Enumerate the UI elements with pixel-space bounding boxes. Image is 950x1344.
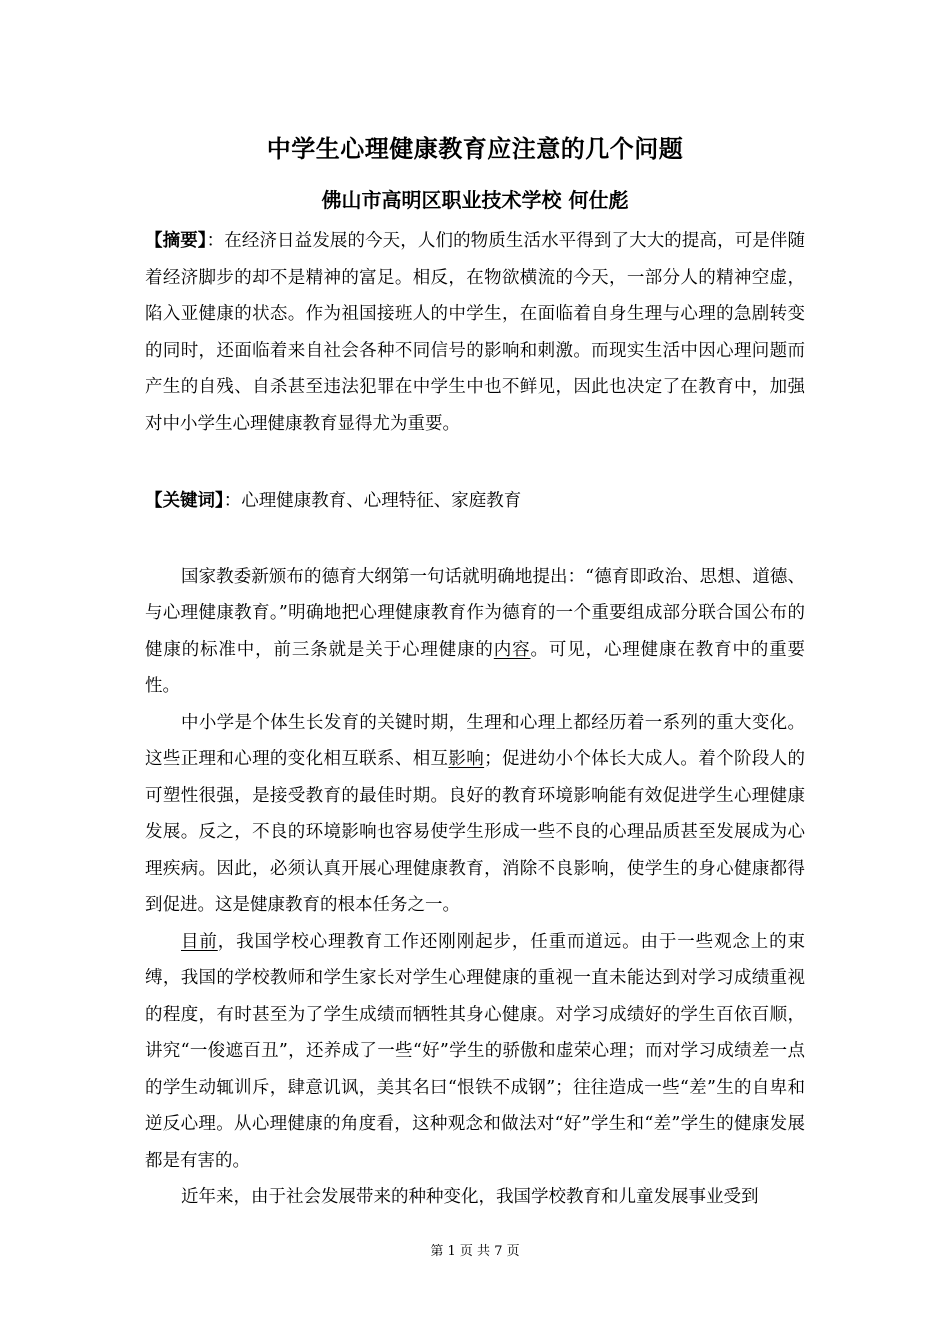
paragraph-1: [145, 559, 805, 705]
content-link[interactable]: 内容: [493, 639, 531, 660]
paragraph-2-text-b: ；促进幼小个体长大成人。着个阶段人的可塑性很强，是接受教育的最佳时期。良好的教育环境影响能有效促进学生心理健康发展。反之，不良的环境影响也容易使学生形成一些不良的心理品质甚至发展成为心理疾病。因此，必须认真开展心理健康教育，消除不良影响，使学生的身心健康都得到促进。这是健康教育的根本任务之一。: [145, 749, 806, 915]
spacer: [145, 442, 805, 483]
paragraph-2-text-a: 中小学是个体生长发育的关键时期，生理和心理上都经历着一系列的重大变化。这些正理和心理的变化相互联系、相互: [145, 712, 805, 769]
keywords-text: ：心理健康教育、心理特征、家庭教育: [223, 491, 522, 511]
paragraph-2: [145, 705, 805, 924]
influence-link[interactable]: 影响: [448, 749, 485, 769]
document-body: [145, 223, 805, 1216]
page-footer: 第 1 页 共 7 页: [430, 1244, 520, 1259]
document-title: 中学生心理健康教育应注意的几个问题: [266, 135, 684, 163]
paragraph-3: [145, 924, 805, 1180]
abstract-label: 【摘要】: [145, 231, 207, 251]
paragraph-1-text-a: 国家教委新颁布的德育大纲第一句话就明确地提出：“德育即政治、思想、道德、与心理健康教育。”明确地把心理健康教育作为德育的一个重要组成部分联合国公布的健康的标准中，前三条就是关于心理健康的: [145, 566, 805, 660]
current-link[interactable]: 目前: [181, 931, 218, 952]
paragraph-4: 近年来，由于社会发展带来的种种变化，我国学校教育和儿童发展事业受到: [181, 1187, 759, 1207]
abstract-paragraph: [145, 223, 805, 442]
author-line: 佛山市高明区职业技术学校 何仕彪: [321, 188, 629, 212]
abstract-text: ：在经济日益发展的今天，人们的物质生活水平得到了大大的提高，可是伴随着经济脚步的却不是精神的富足。相反，在物欲横流的今天，一部分人的精神空虚，陷入亚健康的状态。作为祖国接班人的中学生，在面临着自身生理与心理的急剧转变的同时，还面临着来自社会各种不同信号的影响和刺激。而现实生活中因心理问题而产生的自残、自杀甚至违法犯罪在中学生中也不鲜见，因此也决定了在教育中，加强对中小学生心理健康教育显得尤为重要。: [145, 231, 805, 434]
keywords-paragraph: [145, 483, 805, 520]
spacer: [145, 520, 805, 559]
paragraph-3-text: ，我国学校心理教育工作还刚刚起步，任重而道远。由于一些观念上的束缚，我国的学校教师和学生家长对学生心理健康的重视一直未能达到对学习成绩重视的程度，有时甚至为了学生成绩而牺牲其身心健康。对学习成绩好的学生百依百顺，讲究“一俊遮百丑”，还养成了一些“好”学生的骄傲和虚荣心理；而对学习成绩差一点的学生动辄训斥，肆意讥讽，美其名曰“恨铁不成钢”；往往造成一些“差”生的自卑和逆反心理。从心理健康的角度看，这种观念和做法对“好”学生和“差”学生的健康发展都是有害的。: [145, 931, 806, 1171]
paragraph-1-text-b: 。可见，心理健康在教育中的重要性。: [145, 639, 806, 696]
keywords-label: 【关键词】: [145, 491, 224, 511]
